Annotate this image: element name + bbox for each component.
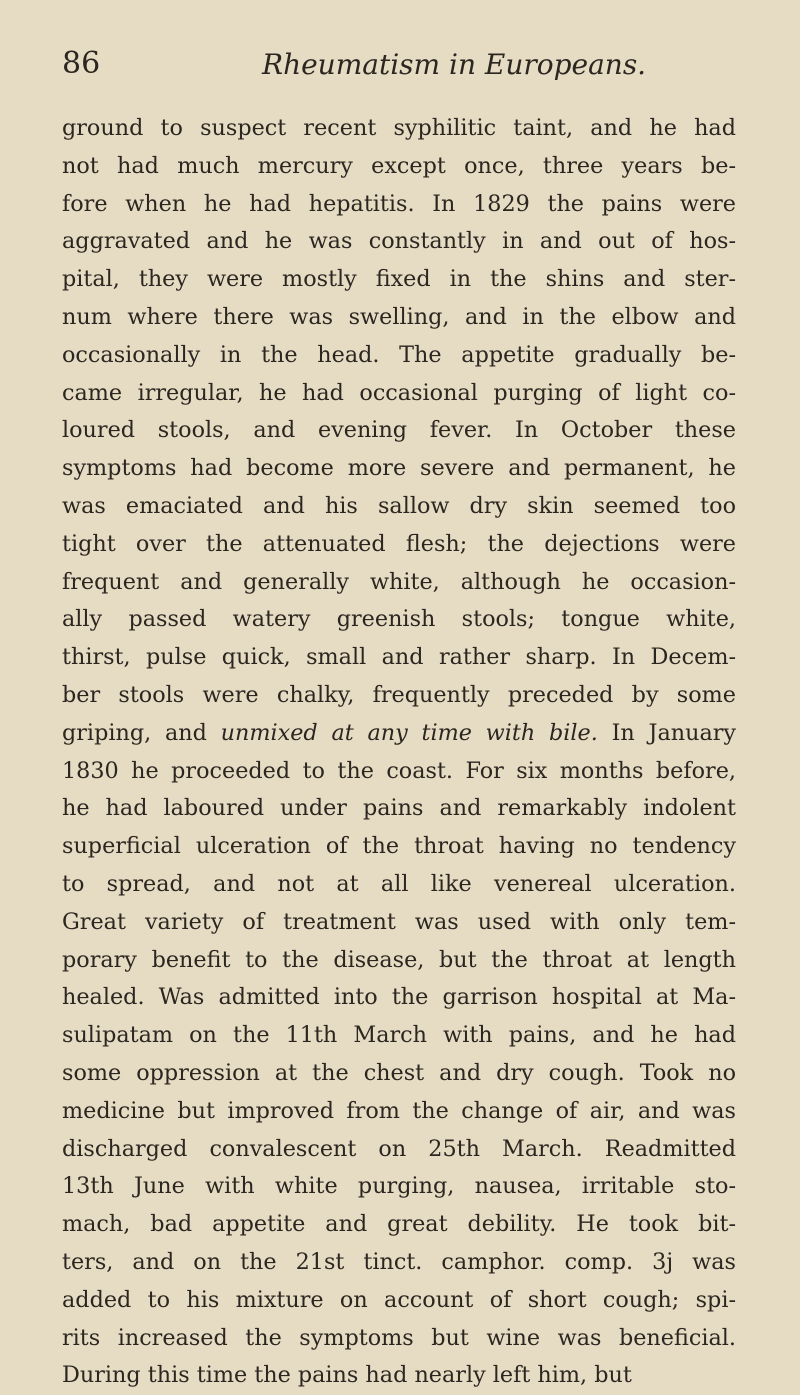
text-line: mach, bad appetite and great debility. He took bit-	[62, 1211, 736, 1238]
text-line: porary benefit to the disease, but the throat at length	[62, 946, 736, 973]
text-line: tight over the attenuated flesh; the dejections were	[62, 530, 736, 557]
page-header	[62, 46, 738, 86]
running-head: Rheumatism in Europeans.	[262, 48, 647, 81]
text-line	[62, 715, 736, 753]
text-line: healed. Was admitted into the garrison hospital at Ma-	[62, 984, 736, 1011]
text-line: ber stools were chalky, frequently preceded by some	[62, 681, 736, 708]
text-line: ters, and on the 21st tinct. camphor. comp. 3j was	[62, 1248, 736, 1275]
text-line: medicine but improved from the change of air, and was	[62, 1097, 736, 1124]
text-line: occasionally in the head. The appetite gradually be-	[62, 341, 736, 368]
text-line: loured stools, and evening fever. In October these	[62, 417, 736, 444]
italic-text-segment: unmixed at any time with bile.	[220, 719, 598, 746]
text-line: symptoms had become more severe and permanent, he	[62, 455, 736, 482]
text-line: he had laboured under pains and remarkably indolent	[62, 795, 736, 822]
text-line: rits increased the symptoms but wine was beneficial.	[62, 1324, 736, 1351]
text-line: thirst, pulse quick, small and rather sharp. In Decem-	[62, 644, 736, 671]
text-segment: griping, and	[62, 719, 221, 746]
text-line: fore when he had hepatitis. In 1829 the pains were	[62, 190, 736, 217]
text-line: 13th June with white purging, nausea, irritable sto-	[62, 1173, 736, 1200]
text-line: came irregular, he had occasional purging of light co-	[62, 379, 736, 406]
text-line: discharged convalescent on 25th March. Readmitted	[62, 1135, 736, 1162]
text-line: pital, they were mostly fixed in the shins and ster-	[62, 266, 736, 293]
text-line: During this time the pains had nearly left him, but	[62, 1362, 632, 1389]
page-number: 86	[62, 46, 101, 81]
text-line: 1830 he proceeded to the coast. For six months before,	[62, 757, 736, 784]
text-line: to spread, and not at all like venereal ulceration.	[62, 870, 736, 897]
body-paragraph	[62, 110, 736, 1395]
text-line: some oppression at the chest and dry cough. Took no	[62, 1059, 736, 1086]
text-line: Great variety of treatment was used with only tem-	[62, 908, 736, 935]
text-line: added to his mixture on account of short cough; spi-	[62, 1286, 736, 1313]
text-segment: In January	[597, 719, 737, 746]
text-line: not had much mercury except once, three years be-	[62, 152, 736, 179]
text-line: aggravated and he was constantly in and out of hos-	[62, 228, 736, 255]
text-line: was emaciated and his sallow dry skin seemed too	[62, 492, 736, 519]
text-line: superficial ulceration of the throat having no tendency	[62, 833, 736, 860]
text-line: num where there was swelling, and in the elbow and	[62, 303, 736, 330]
text-line: frequent and generally white, although he occasion-	[62, 568, 736, 595]
text-line: sulipatam on the 11th March with pains, and he had	[62, 1022, 736, 1049]
text-line: ground to suspect recent syphilitic taint, and he had	[62, 115, 736, 141]
text-line: ally passed watery greenish stools; tongue white,	[62, 606, 736, 633]
